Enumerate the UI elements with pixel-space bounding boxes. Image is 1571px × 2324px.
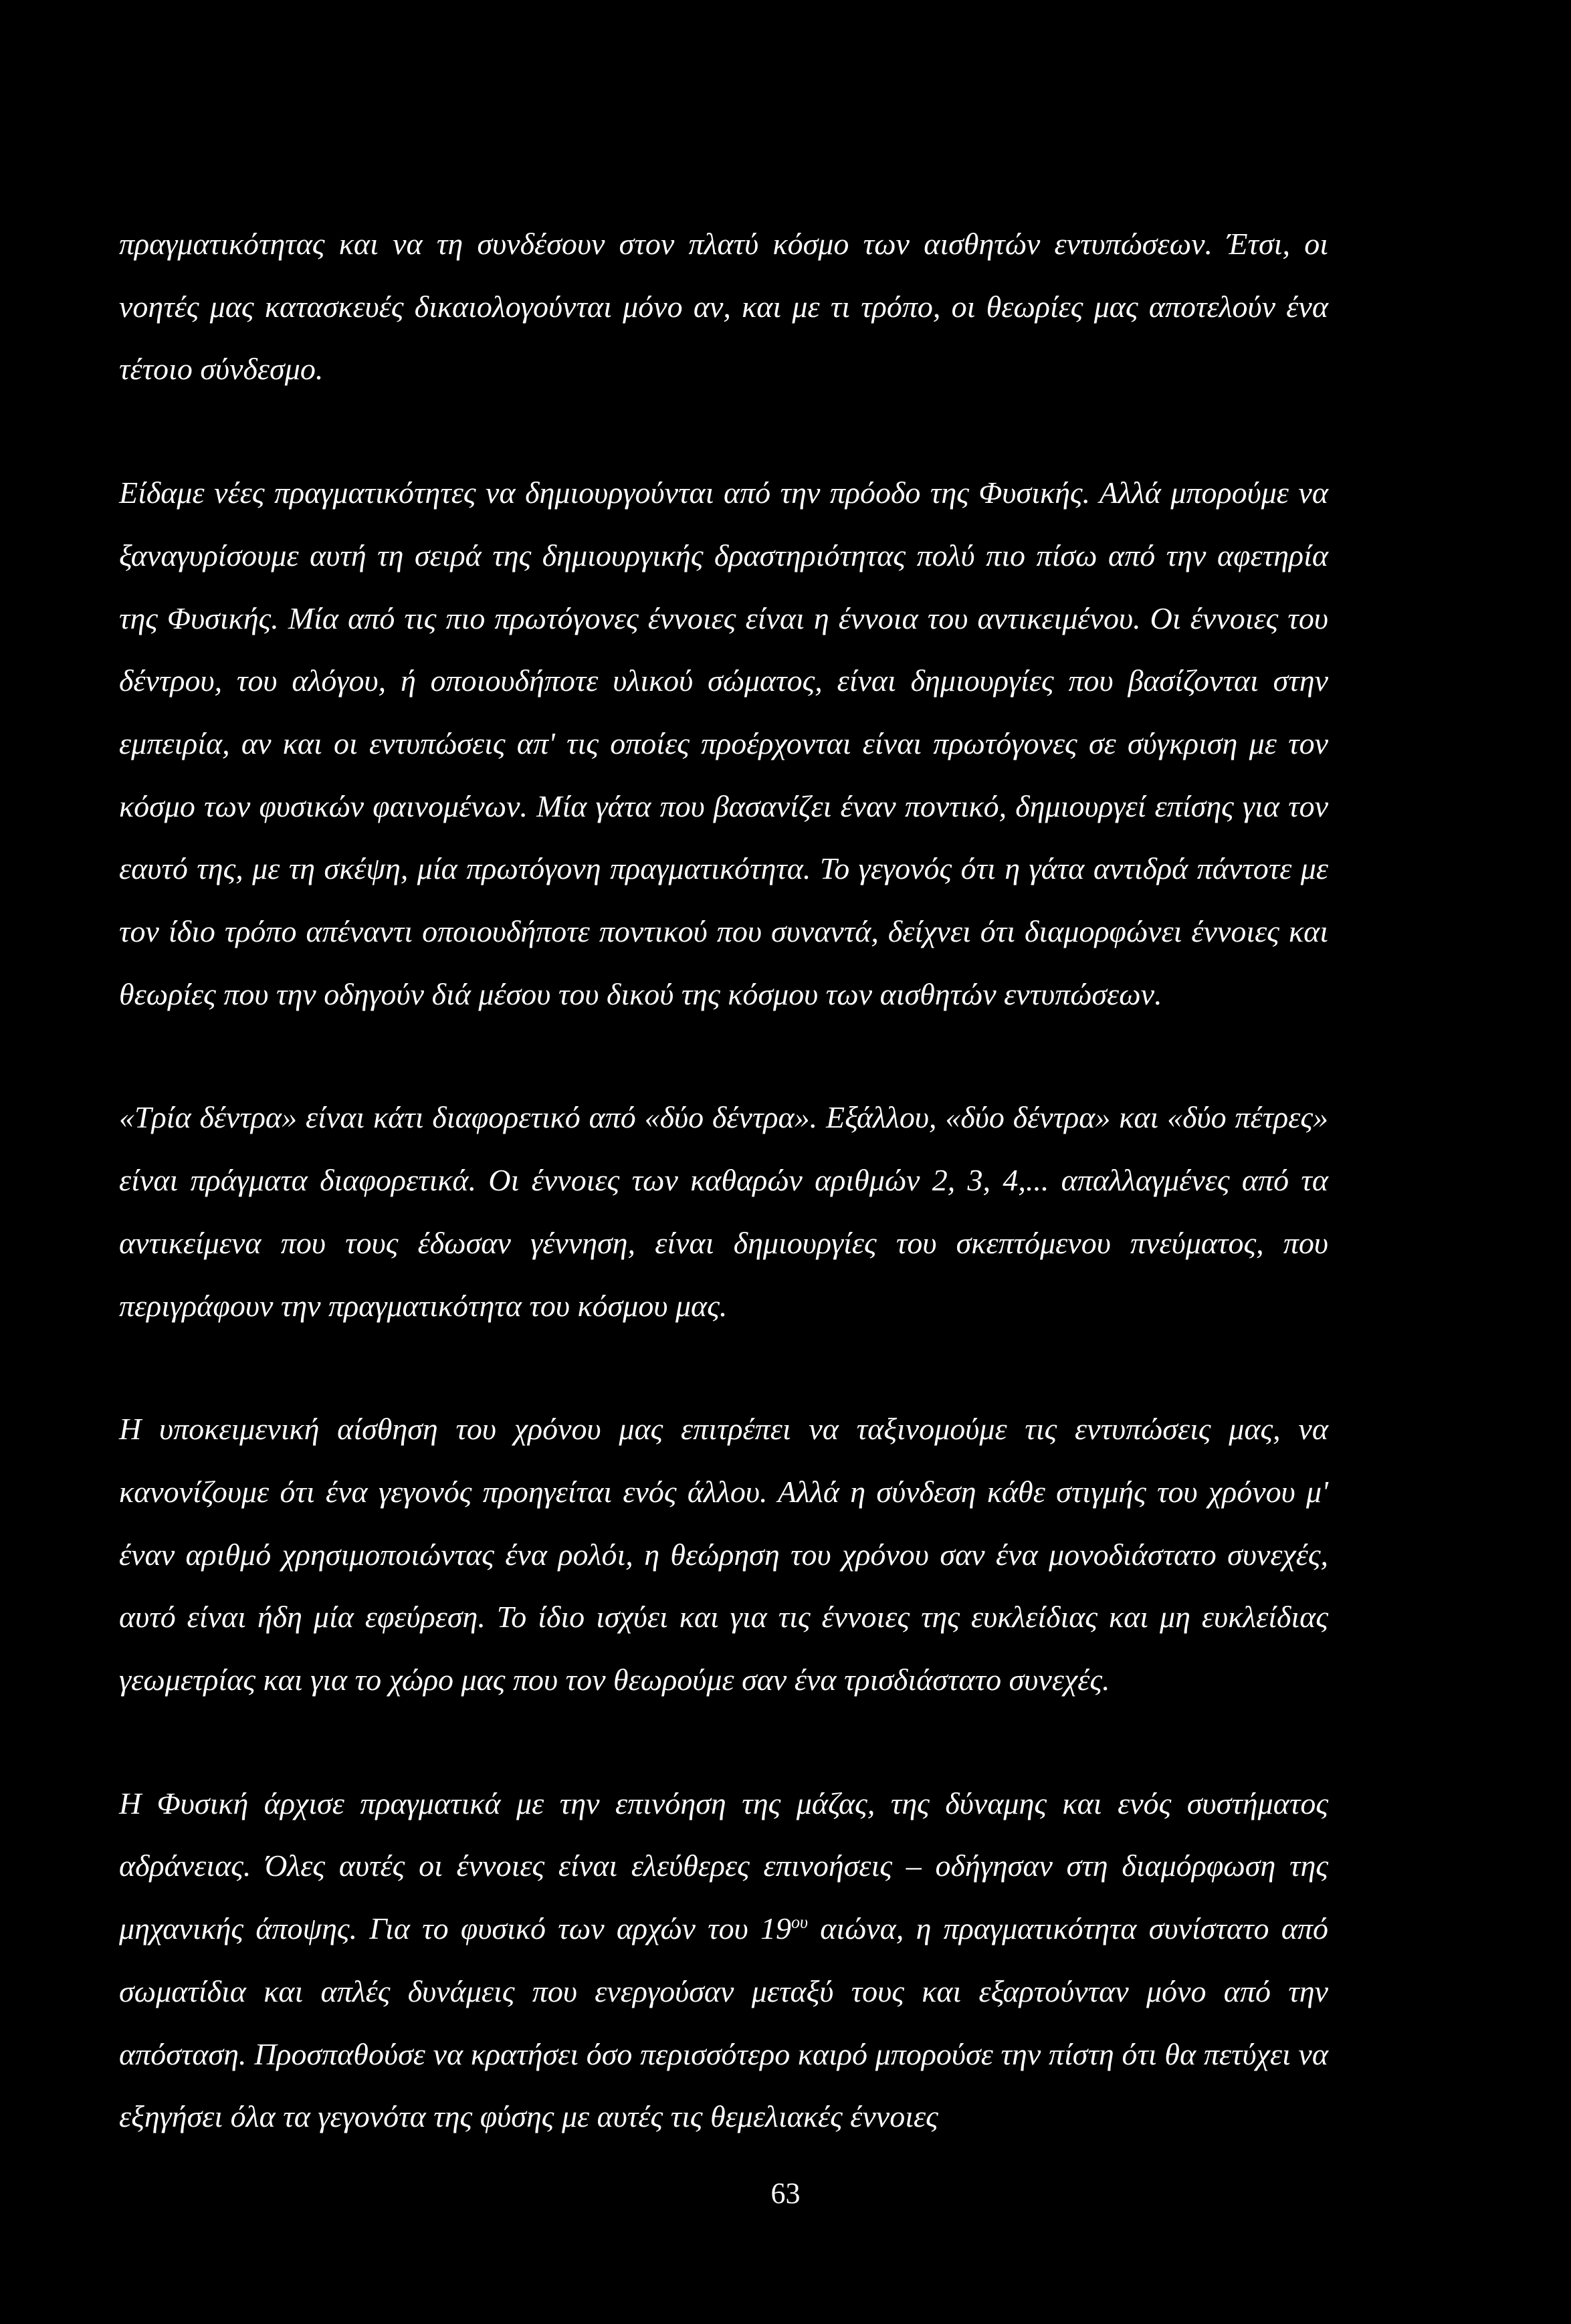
paragraph-3: «Τρία δέντρα» είναι κάτι διαφορετικό από «δύο δέντρα». Εξάλλου, «δύο δέντρα» και «δύο πέτρες» είναι πράγματα διαφορετικά. Οι έννοιες των καθαρών αριθμών 2, 3, 4,... απαλλαγμένες από τα αντικείμενα που τους έδωσαν γέννηση, είναι δημιουργίες του σκεπτόμενου πνεύματος, που περιγράφουν την πραγματικότητα του κόσμου μας. [119,1100,1328,1323]
page-body [119,213,1336,2148]
paragraph-5 [119,1772,1336,2148]
paragraph-1: πραγματικότητας και να τη συνδέσουν στον πλατύ κόσμο των αισθητών εντυπώσεων. Έτσι, οι νοητές μας κατασκευές δικαιολογούνται μόνο αν, και με τι τρόπο, οι θεωρίες μας αποτελούν ένα τέτοιο σύνδεσμο. [119,227,1328,387]
ordinal-superscript: ου [791,1912,808,1932]
page-number: 63 [770,2177,801,2210]
paragraph-5-after-superscript: αιώνα, η πραγματικότητα συνίστατο από σωματίδια και απλές δυνάμεις που ενεργούσαν μεταξύ τους και εξαρτούνταν μόνο από την απόσταση. Προσπαθούσε να κρατήσει όσο περισσότερο καιρό μπορούσε την πίστη ότι θα πετύχει να εξηγήσει όλα τα γεγονότα της φύσης με αυτές τις θεμελιακές έννοιες [119,1911,1336,2134]
paragraph-5-before-superscript: Η Φυσική άρχισε πραγματικά με την επινόηση της μάζας, της δύναμης και ενός συστήματος αδράνειας. Όλες αυτές οι έννοιες είναι ελεύθερες επινοήσεις – οδήγησαν στη διαμόρφωση της μηχανικής άποψης. Για το φυσικό των αρχών του 19 [119,1786,1336,1946]
paragraph-2: Είδαμε νέες πραγματικότητες να δημιουργούνται από την πρόοδο της Φυσικής. Αλλά μπορούμε να ξαναγυρίσουμε αυτή τη σειρά της δημιουργικής δραστηριότητας πολύ πιο πίσω από την αφετηρία της Φυσικής. Μία από τις πιο πρωτόγονες έννοιες είναι η έννοια του αντικειμένου. Οι έννοιες του δέντρου, του αλόγου, ή οποιουδήποτε υλικού σώματος, είναι δημιουργίες που βασίζονται στην εμπειρία, αν και οι εντυπώσεις απ' τις οποίες προέρχονται είναι πρωτόγονες σε σύγκριση με τον κόσμο των φυσικών φαινομένων. Μία γάτα που βασανίζει έναν ποντικό, δημιουργεί επίσης για τον εαυτό της, με τη σκέψη, μία πρωτόγονη πραγματικότητα. Το γεγονός ότι η γάτα αντιδρά πάντοτε με τον ίδιο τρόπο απέναντι οποιουδήποτε ποντικού που συναντά, δείχνει ότι διαμορφώνει έννοιες και θεωρίες που την οδηγούν διά μέσου του δικού της κόσμου των αισθητών εντυπώσεων. [119,476,1328,1011]
paragraph-4: Η υποκειμενική αίσθηση του χρόνου μας επιτρέπει να ταξινομούμε τις εντυπώσεις μας, να κανονίζουμε ότι ένα γεγονός προηγείται ενός άλλου. Αλλά η σύνδεση κάθε στιγμής του χρόνου μ' έναν αριθμό χρησιμοποιώντας ένα ρολόι, η θεώρηση του χρόνου σαν ένα μονοδιάστατο συνεχές, αυτό είναι ήδη μία εφεύρεση. Το ίδιο ισχύει και για τις έννοιες της ευκλείδιας και μη ευκλείδιας γεωμετρίας και για το χώρο μας που τον θεωρούμε σαν ένα τρισδιάστατο συνεχές. [119,1412,1328,1697]
